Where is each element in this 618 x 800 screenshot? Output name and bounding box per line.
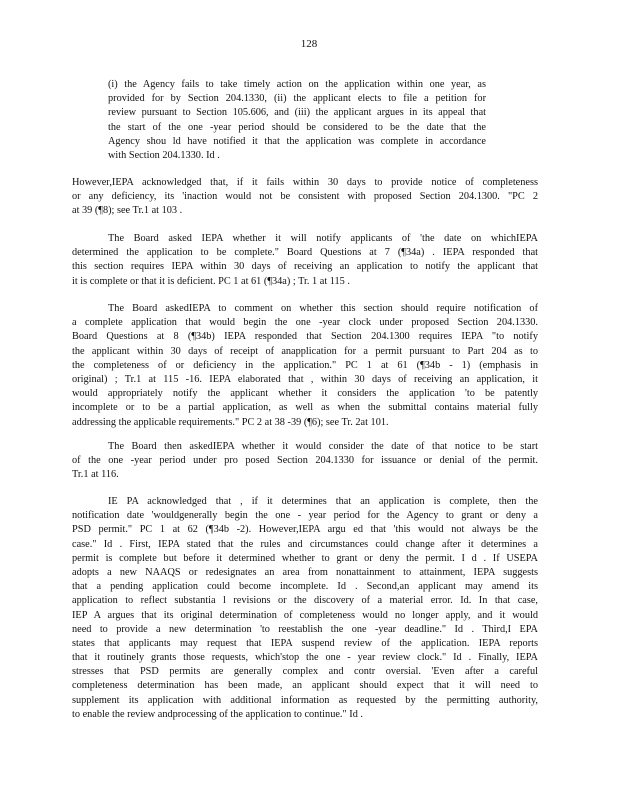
paragraph-line: The Board askedIEPA to comment on whether this section should require notification of [108, 303, 538, 314]
paragraph-line: determined the application to be complete." Board Questions at 7 (¶34a) . IEPA responded that [72, 247, 538, 259]
paragraph-line: addressing the applicable requirements." PC 2 at 38 -39 (¶6); see Tr. 2at 101. [72, 416, 389, 428]
paragraph-line: need to provide a new determination 'to reestablish the one -year deadline." Id . Third,I EPA [72, 623, 538, 635]
paragraph-line: The Board then askedIEPA whether it would consider the date of that notice to be start [108, 441, 538, 452]
page-number: 128 [300, 38, 318, 50]
quote-line: the start of the one -year period should be considered to be the date that the [108, 121, 486, 133]
paragraph-line: IEP A argues that its original determination of completeness would no longer apply, and it would [72, 609, 538, 621]
quote-line: with Section 204.1330. Id . [108, 149, 220, 161]
quote-line: (i) the Agency fails to take timely action on the application within one year, as [108, 79, 486, 90]
paragraph-5 [72, 495, 538, 722]
paragraph-2 [72, 232, 538, 289]
paragraph-line: a complete application that would begin the one -year clock under proposed Section 204.1330. [72, 317, 538, 329]
paragraph-line: or any deficiency, its 'inaction would not be consistent with proposed Section 204.1300. "PC 2 [72, 191, 538, 203]
paragraph-line: of the one -year period under pro posed Section 204.1330 for issuance or denial of the permit. [72, 455, 538, 467]
paragraph-3 [72, 302, 538, 430]
paragraph-line: that a pending application could become incomplete. Id . Second,an applicant may amend its [72, 581, 538, 593]
paragraph-line: incomplete or to be a partial application, as well as when the submittal contains material fully [72, 402, 538, 414]
paragraph-line: it is complete or that it is deficient. PC 1 at 61 (¶34a) ; Tr. 1 at 115 . [72, 275, 350, 287]
paragraph-line: that it routinely grants those requests, which'stop the one - year review clock." Id . Finally, IEPA [72, 652, 538, 664]
quote-line: Agency shou ld have notified it that the application was complete in accordance [108, 135, 486, 147]
paragraph-line: PSD permit." PC 1 at 62 (¶34b -2). However,IEPA argu ed that 'this would not always be the [72, 524, 538, 536]
paragraph-line: adopts a new NAAQS or redesignates an area from nonattainment to attainment, IEPA suggests [72, 566, 538, 578]
paragraph-4 [72, 440, 538, 483]
paragraph-line: notification date 'wouldgenerally begin the one - year period for the Agency to grant or deny a [72, 510, 538, 522]
paragraph-line: case." Id . First, IEPA stated that the rules and circumstances could change after it determines a [72, 538, 538, 550]
paragraph-line: completeness determination has been made, an applicant should expect that it will need to [72, 680, 538, 692]
paragraph-line: the applicant within 30 days of receipt of anapplication for a permit pursuant to Part 204 as to [72, 345, 538, 357]
quote-line: review pursuant to Section 105.606, and (iii) the applicant argues in its appeal that [108, 107, 486, 119]
paragraph-line: this section requires IEPA within 30 days of receiving an application to notify the applicant that [72, 261, 538, 273]
paragraph-line: The Board asked IEPA whether it will notify applicants of 'the date on whichIEPA [108, 233, 538, 244]
paragraph-line: permit is complete but before it determined whether to grant or deny the permit. I d . If USEPA [72, 552, 538, 564]
paragraph-line: Board Questions at 8 (¶34b) IEPA responded that Section 204.1300 requires IEPA "to notify [72, 331, 538, 343]
block-quote [108, 78, 486, 163]
paragraph-line: Tr.1 at 116. [72, 469, 119, 481]
quote-line: provided for by Section 204.1330, (ii) the applicant elects to file a petition for [108, 93, 486, 105]
paragraph-line: stresses that PSD permits are generally complex and contr oversial. 'Even after a careful [72, 666, 538, 678]
paragraph-line: IE PA acknowledged that , if it determines that an application is complete, then the [108, 496, 538, 507]
paragraph-line: supplement its application with additional information as requested by the permitting authority, [72, 694, 538, 706]
paragraph-line: states that applicants may request that IEPA suspend review of the application. IEPA reports [72, 637, 538, 649]
paragraph-line: original) ; Tr.1 at 115 -16. IEPA elaborated that , within 30 days of receiving an application, it [72, 373, 538, 385]
paragraph-line: However,IEPA acknowledged that, if it fails within 30 days to provide notice of completeness [72, 177, 538, 188]
paragraph-1 [72, 176, 538, 219]
paragraph-line: application to reflect substantia l revisions or the discovery of a material error. Id. In that case, [72, 595, 538, 607]
paragraph-line: to enable the review andprocessing of the application to continue." Id . [72, 708, 363, 720]
paragraph-line: the completeness of or deficiency in the application." PC 1 at 61 (¶34b - 1) (emphasis in [72, 359, 538, 371]
paragraph-line: at 39 (¶8); see Tr.1 at 103 . [72, 205, 183, 217]
paragraph-line: would appropriately notify the applicant whether it considers the application 'to be patently [72, 388, 538, 400]
